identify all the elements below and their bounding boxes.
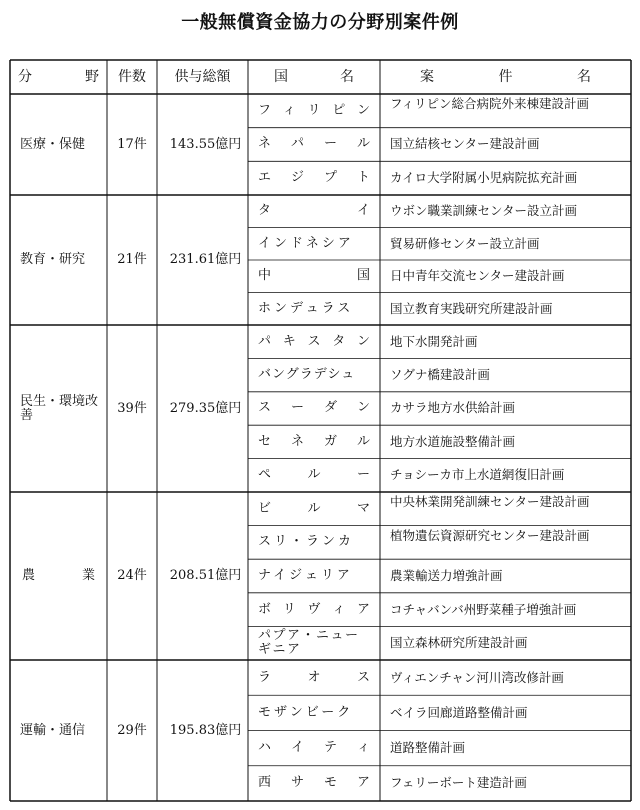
header-project-char: 案 [420,69,434,85]
country-name-char: ー [323,136,337,152]
count-value: 29件 [117,722,147,738]
field-cell [10,660,107,801]
country-name: スリ・ランカ [258,534,355,550]
count-cell [107,492,157,660]
header-count [107,60,157,94]
country-cell [248,195,380,228]
country-cell [248,425,380,458]
field-text-char: 業 [81,568,95,583]
country-name-char: ピ [332,102,346,118]
country-name-char: ィ [332,601,346,617]
country-cell [248,293,380,326]
project-cell [380,228,631,261]
country-name-char: ン [356,102,370,118]
header-field-char: 分 [18,69,32,85]
country-name-char: ー [356,467,370,483]
country-name-char: タ [258,203,272,219]
country-name-char: イ [356,203,370,219]
country-name-char: セ [258,433,272,449]
project-cell [380,766,631,801]
header-field-char: 野 [85,69,99,85]
project-cell [380,358,631,391]
project-cell [380,260,631,293]
country-name: インドネシア [258,235,354,251]
count-value: 39件 [117,400,147,416]
country-name-char: リ [282,601,296,617]
project-cell [380,526,631,560]
count-cell [107,325,157,492]
country-name-char: 国 [356,268,370,284]
header-project-char: 件 [498,69,513,85]
project-cell [380,195,631,228]
project-cell [380,94,631,128]
country-name: モザンビーク [258,704,354,720]
country-name: バングラデシュ [258,367,356,383]
project-cell [380,593,631,627]
country-cell [248,695,380,730]
country-cell [248,626,380,660]
project-cell [380,660,631,695]
country-name-char: ハ [258,740,272,756]
country-name-char: ア [356,601,370,617]
header-field [10,60,107,94]
country-name-char: ネ [258,136,272,152]
country-name-char: エ [258,170,272,186]
project-name: ベイラ回廊道路整備計画 [390,704,528,720]
country-name-char: プ [323,170,337,186]
project-name: フィリピン総合病院外来棟建設計画 [390,96,590,111]
project-cell [380,559,631,593]
project-name: 道路整備計画 [390,740,466,756]
project-name: ウボン職業訓練センター設立計画 [390,203,578,219]
field-cell [10,325,107,492]
field-cell [10,94,107,195]
project-name: フェリーボート建造計画 [390,775,527,791]
count-cell [107,195,157,325]
total-value: 279.35億円 [169,400,242,416]
country-name-char: 中 [258,268,272,284]
project-name: ソグナ橋建設計画 [390,367,490,383]
country-cell [248,593,380,627]
field-text: 医療・保健 [20,136,86,152]
project-name: 農業輸送力増強計画 [390,567,503,583]
total-value: 143.55億円 [169,136,242,152]
header-country-char: 名 [340,69,354,85]
country-name-char: ダ [323,400,337,416]
country-cell [248,128,380,162]
project-cell [380,425,631,458]
project-name: 地下水開発計画 [390,333,478,349]
country-name-char: フ [258,102,272,118]
country-name-char: ヴ [307,601,321,617]
country-cell [248,459,380,492]
count-cell [107,660,157,801]
country-name-char: ネ [290,433,304,449]
project-cell [380,161,631,195]
country-name-char: ス [307,333,321,349]
header-project [380,60,631,94]
country-name-char: ス [356,669,370,685]
field-text-char: 農 [22,568,36,583]
country-name: ホンデュラス [258,300,354,316]
project-cell [380,293,631,326]
country-name-char: リ [307,102,321,118]
project-name: 国立結核センター建設計画 [390,136,540,152]
country-name-char: パ [290,136,304,152]
page-title: 一般無償資金協力の分野別案件例 [181,12,459,33]
header-country [248,60,380,94]
project-name: 国立森林研究所建設計画 [390,635,528,651]
project-name: 国立教育実践研究所建設計画 [390,300,553,316]
project-name: カイロ大学附属小児病院拡充計画 [390,170,578,186]
field-text: 運輸・通信 [20,722,86,738]
count-value: 17件 [117,136,147,152]
country-name-char: ペ [258,467,272,483]
country-name-char: ン [356,400,370,416]
country-cell [248,492,380,526]
country-name-char: ル [356,136,370,152]
country-name-char: イ [290,740,304,756]
country-name-char: ボ [258,601,272,617]
country-cell [248,228,380,261]
country-name-char: ル [356,433,370,449]
country-name-char: ス [258,400,272,416]
country-name-char: ー [290,400,304,416]
total-value: 208.51億円 [169,568,242,583]
field-cell [10,195,107,325]
project-cell [380,459,631,492]
country-name-char: キ [282,333,296,349]
country-name-char: テ [323,740,337,756]
field-text: 教育・研究 [20,252,86,267]
project-cell [380,128,631,162]
project-name: ヴィエンチャン河川湾改修計画 [390,669,564,685]
country-name-char: ガ [323,433,337,449]
country-name-char: ル [307,500,321,516]
total-cell [157,492,248,660]
country-name: パプア・ニューギニア [258,628,360,658]
country-name-char: 西 [258,775,272,791]
country-name-char: モ [323,775,337,791]
header-count-label: 件数 [118,69,146,85]
total-value: 195.83億円 [169,722,242,738]
country-name-char: サ [290,775,304,791]
country-name-char: オ [307,669,321,685]
project-name: 日中青年交流センター建設計画 [390,268,565,284]
country-cell [248,526,380,560]
country-name-char: ビ [258,500,272,516]
country-cell [248,94,380,128]
field-cell [10,492,107,660]
country-name-char: ル [307,467,321,483]
header-project-char: 名 [577,69,591,85]
total-value: 231.61億円 [169,252,242,267]
country-name-char: ン [356,333,370,349]
country-name: ナイジェリア [258,567,353,583]
country-cell [248,559,380,593]
project-name: 植物遺伝資源研究センター建設計画 [390,527,590,543]
project-cell [380,695,631,730]
country-name-char: マ [356,500,370,516]
project-cell [380,325,631,358]
project-cell [380,731,631,766]
project-name: カサラ地方水供給計画 [390,400,516,416]
total-cell [157,660,248,801]
country-cell [248,325,380,358]
field-text: 民生・環境改善 [20,393,99,423]
country-name-char: ト [356,170,370,186]
country-cell [248,731,380,766]
project-cell [380,626,631,660]
country-cell [248,660,380,695]
project-name: コチャバンバ州野菜種子増強計画 [390,601,577,617]
project-name: 中央林業開発訓練センター建設計画 [390,494,590,509]
project-cell [380,392,631,425]
country-cell [248,161,380,195]
country-name-char: ィ [282,102,296,118]
header-total [157,60,248,94]
country-cell [248,392,380,425]
header-country-char: 国 [274,69,288,85]
project-name: 貿易研修センター設立計画 [390,235,540,251]
country-cell [248,260,380,293]
country-name-char: ィ [356,740,370,756]
project-cell [380,492,631,526]
country-name-char: タ [332,333,346,349]
country-cell [248,766,380,801]
count-value: 24件 [117,568,147,583]
country-name-char: ア [356,775,370,791]
project-name: 地方水道施設整備計画 [390,433,516,449]
total-cell [157,325,248,492]
country-name-char: ラ [258,669,272,685]
count-cell [107,94,157,195]
header-total-label: 供与総額 [174,69,231,85]
country-cell [248,358,380,391]
project-name: チョシーカ市上水道網復旧計画 [390,467,565,483]
country-name-char: パ [258,333,272,349]
total-cell [157,94,248,195]
count-value: 21件 [117,252,147,267]
total-cell [157,195,248,325]
country-name-char: ジ [290,170,304,186]
